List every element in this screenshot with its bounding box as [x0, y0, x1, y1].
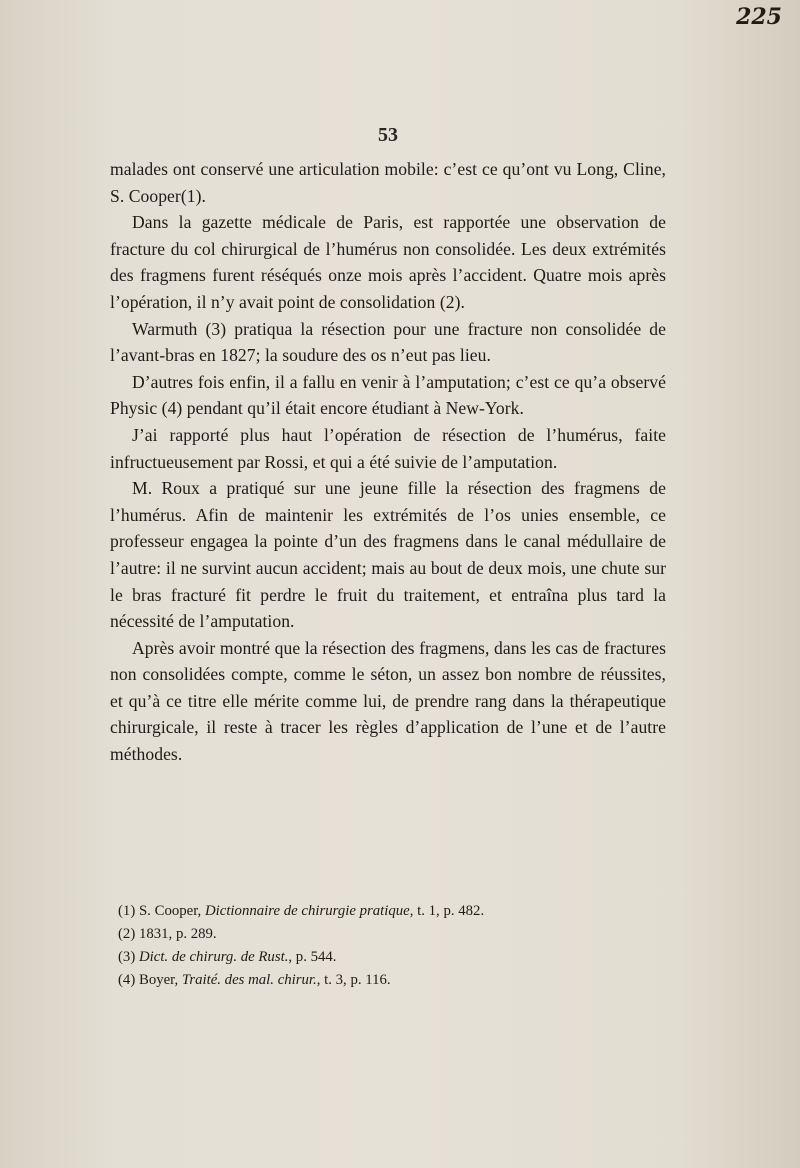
footnote: (1) S. Cooper, Dictionnaire de chirurgie pratique, t. 1, p. 482.: [118, 903, 485, 919]
paragraph: Après avoir montré que la résection des fragmens, dans les cas de fractures non consolidées compte, comme le séton, un assez bon nombre de réussites, et qu’à ce titre elle mérite comme lui, de prendre rang dans la thérapeutique chirurgicale, il reste à tracer les règles d’application de l’une et de l’autre méthodes.: [110, 637, 666, 765]
paragraph: Dans la gazette médicale de Paris, est rapportée une observation de fracture du col chirurgical de l’humérus non consolidée. Les deux extrémités des fragmens furent réséqués onze mois après l’accident. Quatre mois après l’opération, il n’y avait point de consolidation (2).: [110, 212, 666, 312]
page-number: 53: [378, 124, 398, 146]
paragraph: Warmuth (3) pratiqua la résection pour une fracture non consolidée de l’avant-bras en 1827; la soudure des os n’eut pas lieu.: [110, 318, 666, 366]
body-text: [110, 156, 666, 768]
footnote: (3) Dict. de chirurg. de Rust., p. 544.: [118, 949, 337, 965]
paragraph: J’ai rapporté plus haut l’opération de résection de l’humérus, faite infructueusement par Rossi, et qui a été suivie de l’amputation.: [110, 424, 666, 472]
paragraph: M. Roux a pratiqué sur une jeune fille la résection des fragmens de l’humérus. Afin de maintenir les extrémités de l’os unies ensemble, ce professeur engagea la pointe d’un des fragmens dans le canal médullaire de l’autre: il ne survint aucun accident; mais au bout de deux mois, une chute sur le bras fracturé fit perdre le fruit du traitement, et entraîna plus tard la nécessité de l’amputation.: [110, 478, 666, 632]
handwritten-folio-number: 225: [736, 4, 782, 30]
footnotes: [118, 900, 658, 992]
paragraph: D’autres fois enfin, il a fallu en venir à l’amputation; c’est ce qu’a observé Physic (4) pendant qu’il était encore étudiant à New-York.: [110, 371, 666, 419]
footnote: (2) 1831, p. 289.: [118, 926, 217, 942]
footnote: (4) Boyer, Traité. des mal. chirur., t. 3, p. 116.: [118, 972, 391, 988]
paragraph: malades ont conservé une articulation mobile: c’est ce qu’ont vu Long, Cline, S. Cooper(1).: [110, 159, 666, 206]
